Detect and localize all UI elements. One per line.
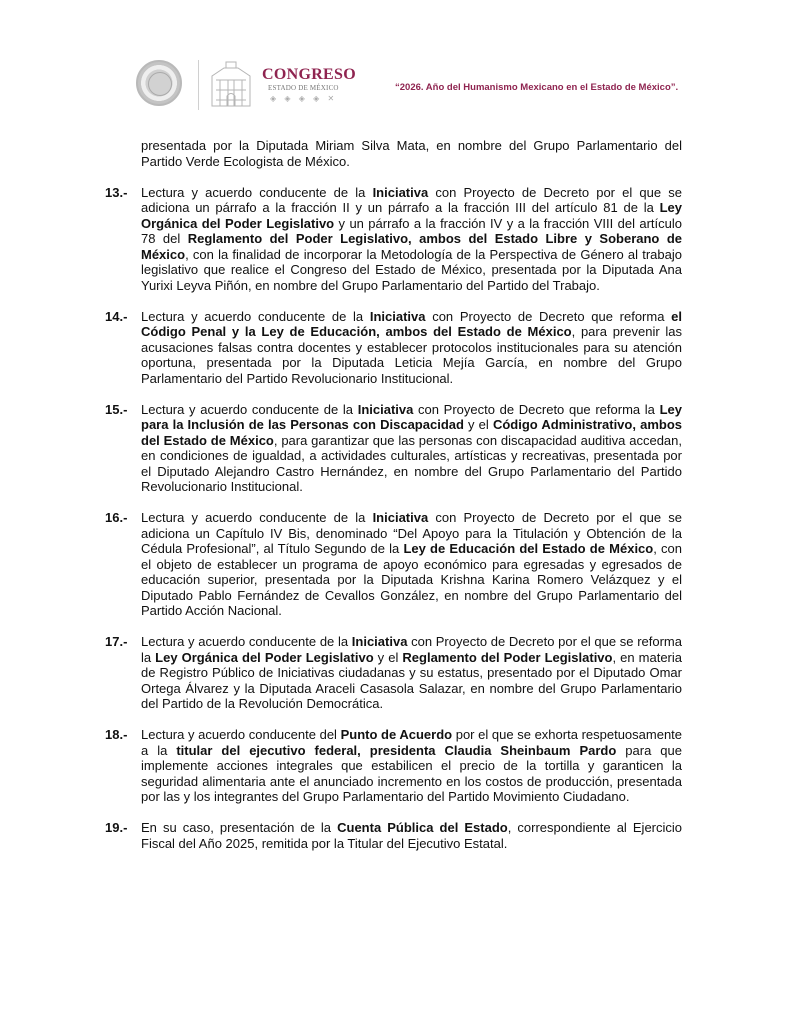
emphasized-text: Ley Orgánica del Poder Legislativo <box>141 200 682 231</box>
item-text: Lectura y acuerdo conducente del <box>141 727 341 742</box>
agenda-items <box>105 185 682 852</box>
item-text: con Proyecto de Decreto por el que se adiciona un párrafo a la fracción II y un párrafo a la fracción III del artículo 81 de la <box>141 184 682 215</box>
item-text: Lectura y acuerdo conducente de la <box>141 308 370 324</box>
item-text: , en materia de Registro Público de Iniciativas ciudadanas y su estatus, presentado por el Diputado Omar Ortega Álvarez y la Diputada Araceli Casasola Salazar, en nombre del Grupo Parlamentario del Partido de la Revolución Democrática. <box>141 649 682 711</box>
item-number: 13.- <box>105 184 128 200</box>
item-text: con Proyecto de Decreto por el que se reforma la <box>141 634 682 665</box>
congress-building-icon <box>208 60 254 108</box>
emphasized-text: titular del ejecutivo federal, presidenta Claudia Sheinbaum Pardo <box>176 742 617 758</box>
state-seal-icon <box>136 60 182 106</box>
item-text: con Proyecto de Decreto que reforma la <box>413 401 660 417</box>
item-text: , correspondiente al Ejercicio Fiscal del Año 2025, remitida por la Titular del Ejecutivo Estatal. <box>141 820 683 851</box>
emphasized-text: Ley de Educación del Estado de México <box>403 541 654 556</box>
emphasized-text: Iniciativa <box>351 634 408 649</box>
item-text: Lectura y acuerdo conducente de la <box>141 510 373 525</box>
emphasized-text: Iniciativa <box>357 401 414 417</box>
emphasized-text: Reglamento del Poder Legislativo <box>402 649 613 665</box>
item-number: 18.- <box>105 727 128 742</box>
emphasized-text: Iniciativa <box>372 510 429 525</box>
item-number: 16.- <box>105 510 128 525</box>
item-text: Lectura y acuerdo conducente de la <box>141 401 358 417</box>
agenda-item <box>105 401 683 495</box>
emphasized-text: Iniciativa <box>372 184 429 200</box>
institution-subtitle: ESTADO DE MÉXICO <box>268 84 339 92</box>
emphasized-text: Ley para la Inclusión de las Personas con Discapacidad <box>141 401 683 432</box>
item-text: En su caso, presentación de la <box>141 820 338 835</box>
item-text: , para garantizar que las personas con discapacidad auditiva accedan, en condiciones de igualdad, a actividades culturales, artísticas y recreativas, presentada por el Diputado Alejandro Castro Hernández, en nombre del Grupo Parlamentario del Partido Revolucionario Institucional. <box>141 432 683 494</box>
item-text: Lectura y acuerdo conducente de la <box>141 184 373 200</box>
header-divider <box>198 60 199 110</box>
agenda-item <box>105 820 683 851</box>
item-text: para que implemente acciones integrales que estabilicen el precio de la tortilla y garanticen la seguridad alimentaria ante el anunciado incremento en los costos de producción, presentada por las y los integrantes del Grupo Parlamentario del Partido Movimiento Ciudadano. <box>141 742 682 804</box>
agenda-item <box>105 308 682 387</box>
continued-paragraph: presentada por la Diputada Miriam Silva Mata, en nombre del Grupo Parlamentario del Partido Verde Ecologista de México. <box>141 138 682 169</box>
decorative-glyphs-icon: ◈ ◈ ◈ ◈ ✕ <box>270 94 338 103</box>
item-text: Lectura y acuerdo conducente de la <box>141 634 352 649</box>
page-header <box>0 0 791 120</box>
emphasized-text: Ley Orgánica del Poder Legislativo <box>155 649 374 665</box>
agenda-body <box>105 138 682 867</box>
agenda-item <box>105 184 682 294</box>
emphasized-text: Punto de Acuerdo <box>340 727 453 742</box>
item-text: , con la finalidad de incorporar la Metodología de la Perspectiva de Género al trabajo legislativo que realice el Congreso del Estado de México, presentada por la Diputada Ana Yurixi Leyva Piñón, en nombre del Grupo Parlamentario del Partido del Trabajo. <box>141 246 682 293</box>
item-text: , con el objeto de establecer un programa de apoyo económico para egresadas y egresados de educación superior, presentada por la Diputada Krishna Karina Romero Velázquez y el Diputado Pablo Fernández de Cevallos González, en nombre del Grupo Parlamentario del Partido Acción Nacional. <box>141 541 682 618</box>
item-text: con Proyecto de Decreto que reforma <box>425 308 672 324</box>
institution-name: CONGRESO <box>262 66 356 83</box>
year-motto: “2026. Año del Humanismo Mexicano en el Estado de México”. <box>395 82 679 93</box>
item-text: por el que se exhorta respetuosamente a la <box>141 727 683 758</box>
item-text: y el <box>463 417 493 432</box>
item-text: y un párrafo a la fracción IV y a la fracción VIII del artículo 78 del <box>141 215 682 246</box>
item-number: 19.- <box>105 820 128 835</box>
item-number: 17.- <box>105 634 128 649</box>
emphasized-text: el Código Penal y la Ley de Educación, ambos del Estado de México <box>141 308 682 339</box>
item-text: y el <box>373 649 403 665</box>
item-text: con Proyecto de Decreto por el que se adiciona un Capítulo IV Bis, denominado “Del Apoyo para la Titulación y Obtención de la Cédula Profesional”, al Título Segundo de la <box>141 510 682 556</box>
agenda-item <box>105 510 682 619</box>
item-text: , para prevenir las acusaciones falsas contra docentes y establecer protocolos institucionales para su atención oportuna, presentada por la Diputada Leticia Mejía García, en nombre del Grupo Parlamentario del Partido Revolucionario Institucional. <box>141 324 682 386</box>
emphasized-text: Cuenta Pública del Estado <box>337 820 508 835</box>
emphasized-text: Iniciativa <box>369 308 426 324</box>
item-number: 15.- <box>105 401 128 417</box>
item-number: 14.- <box>105 308 128 324</box>
agenda-item <box>105 727 683 805</box>
emphasized-text: Reglamento del Poder Legislativo, ambos del Estado Libre y Soberano de México <box>141 231 682 262</box>
emphasized-text: Código Administrativo, ambos del Estado de México <box>141 417 682 448</box>
agenda-item <box>105 634 682 712</box>
